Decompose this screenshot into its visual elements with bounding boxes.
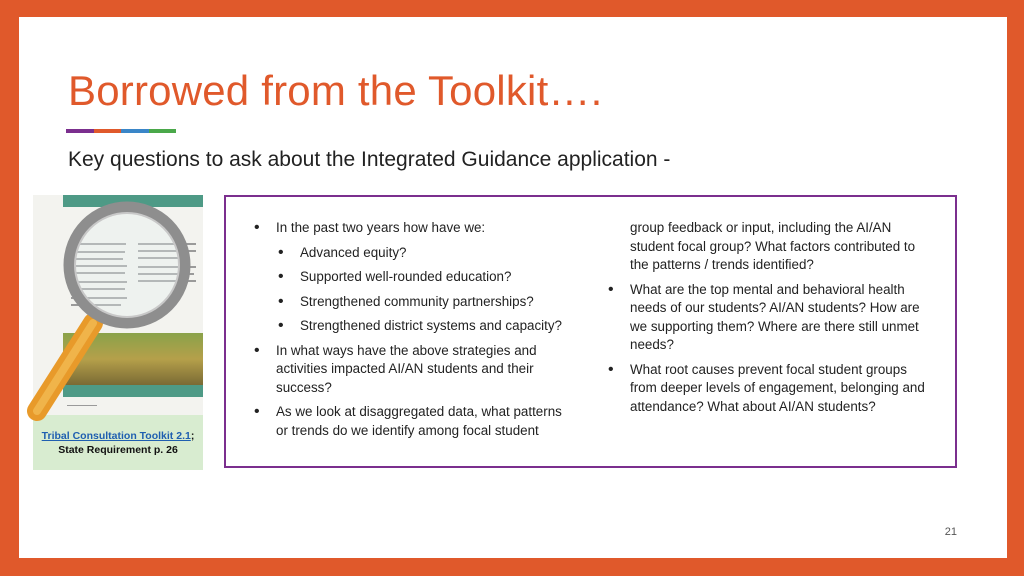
title-color-rule <box>66 129 176 133</box>
rule-segment-green <box>149 129 177 133</box>
slide-title: Borrowed from the Toolkit…. <box>68 67 603 114</box>
question-item: • As we look at disaggregated data, what patterns or trends do we identify among focal student <box>252 403 572 440</box>
baskets-photo <box>63 333 203 385</box>
slide <box>19 17 1007 558</box>
page-number: 21 <box>944 526 957 538</box>
sub-question-item: • Strengthened community partnerships? <box>276 293 572 312</box>
question-item: • What are the top mental and behavioral health needs of our students? AI/AN students? How are we supporting them? Where are there still unmet needs? <box>606 281 931 355</box>
rule-segment-orange <box>94 129 122 133</box>
sub-question-item: • Advanced equity? <box>276 244 572 263</box>
photo-caption-band <box>63 385 203 397</box>
slide-subtitle: Key questions to ask about the Integrated Guidance application - <box>68 148 671 171</box>
toolkit-citation: Tribal Consultation Toolkit 2.1; State Requirement p. 26 <box>33 415 203 470</box>
requirement-note: State Requirement p. 26 <box>58 444 178 456</box>
sub-question-item: • Strengthened district systems and capacity? <box>276 317 572 336</box>
sub-question-item: • Supported well-rounded education? <box>276 268 572 287</box>
questions-left-column <box>252 219 572 446</box>
toolkit-link[interactable]: Tribal Consultation Toolkit 2.1 <box>41 430 191 442</box>
questions-right-column <box>606 219 931 422</box>
question-item: • In the past two years how have we: • Advanced equity? • Supported well-rounded education? • Strengthened community partnerships? • Strengthened district systems and capacity? <box>252 219 572 336</box>
question-item: • What root causes prevent focal student groups from deeper levels of engagement, belonging and attendance? What about AI/AN students? <box>606 361 931 417</box>
toolkit-thumbnail <box>33 195 203 470</box>
rule-segment-purple <box>66 129 94 133</box>
question-continuation: group feedback or input, including the AI/AN student focal group? What factors contributed to the patterns / trends identified? <box>630 220 916 272</box>
rule-segment-blue <box>121 129 149 133</box>
toolkit-page-preview <box>33 195 203 415</box>
question-item: • In what ways have the above strategies and activities impacted AI/AN students and their success? <box>252 342 572 398</box>
key-questions-box <box>224 195 957 468</box>
preview-header-band <box>63 195 203 207</box>
